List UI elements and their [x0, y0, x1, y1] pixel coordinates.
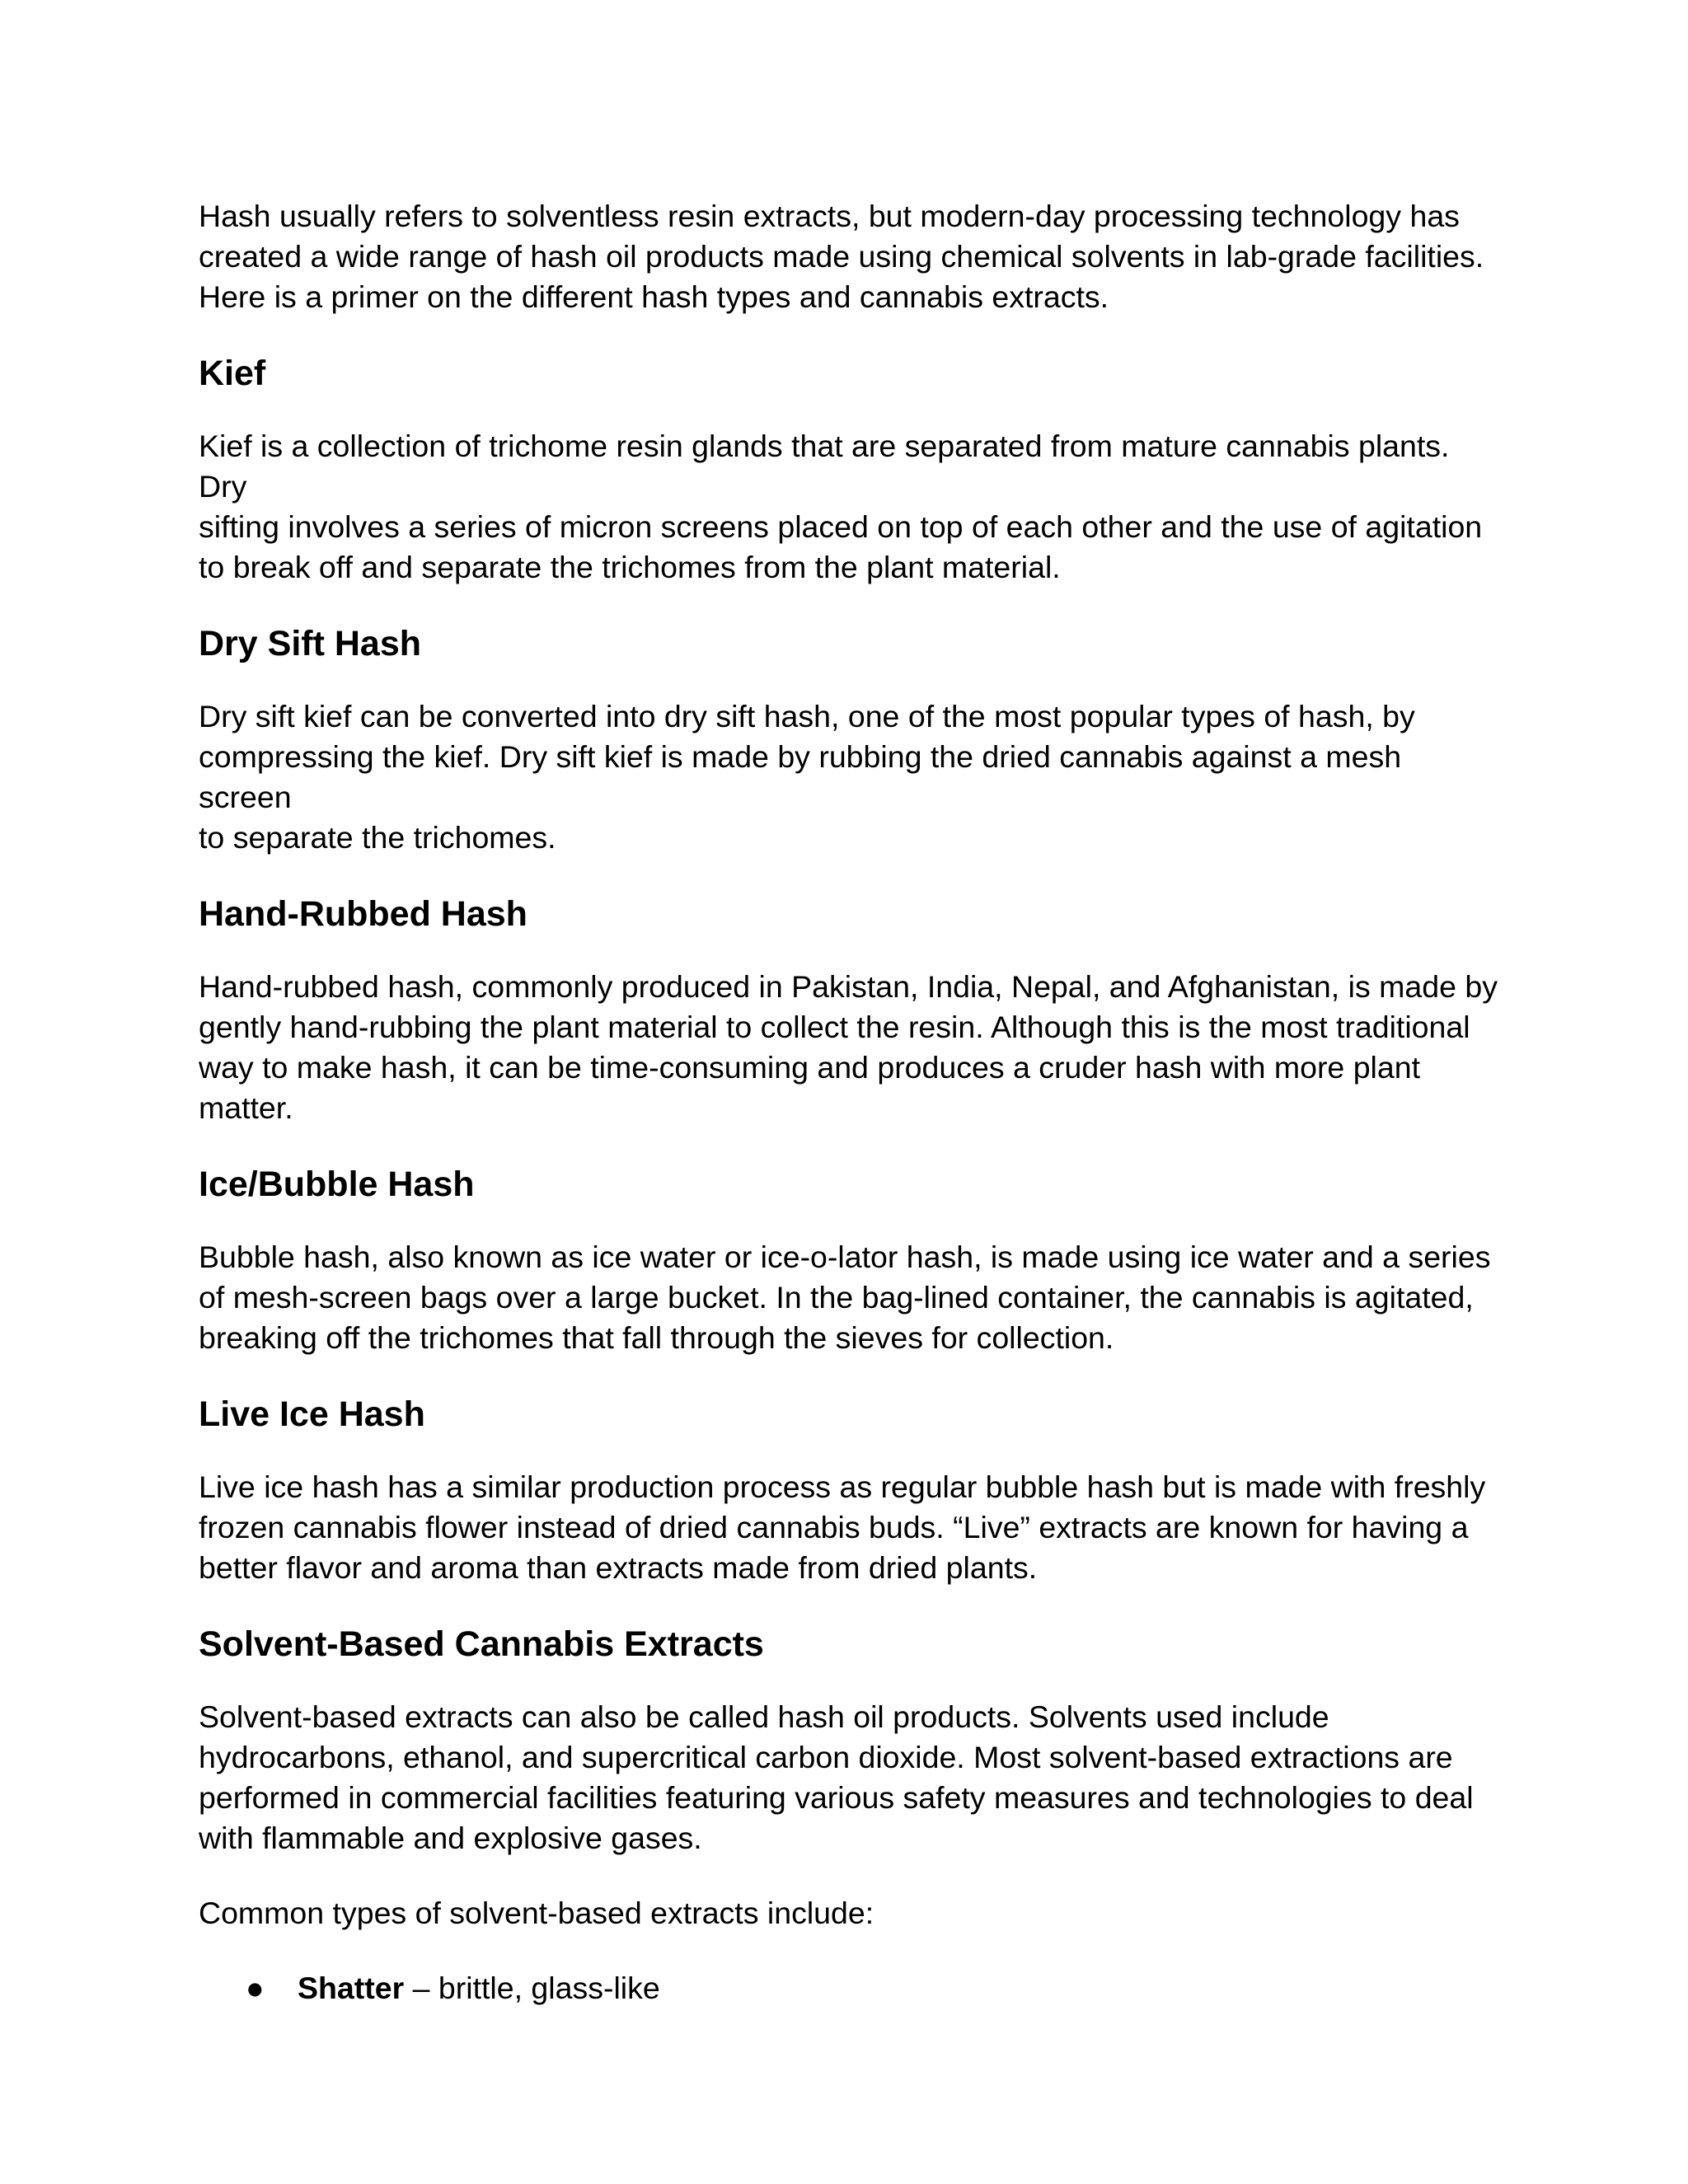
bullet-icon: ● — [246, 1971, 265, 2005]
section-line: Live ice hash has a similar production process as regular bubble hash but is made with freshly — [199, 1469, 1486, 1504]
section-ice-bubble-hash — [199, 1163, 1501, 1358]
section-line: of mesh-screen bags over a large bucket. In the bag-lined container, the cannabis is agitated, — [199, 1280, 1474, 1315]
section-line: matter. — [199, 1090, 293, 1125]
section-line: compressing the kief. Dry sift kief is made by rubbing the dried cannabis against a mesh screen — [199, 739, 1410, 814]
section-line: frozen cannabis flower instead of dried cannabis buds. “Live” extracts are known for having a — [199, 1510, 1469, 1544]
intro-line: created a wide range of hash oil products made using chemical solvents in lab-grade facilities. — [199, 239, 1484, 274]
section-line: to break off and separate the trichomes from the plant material. — [199, 550, 1061, 584]
section-line: Kief is a collection of trichome resin glands that are separated from mature cannabis plants. Dry — [199, 429, 1458, 504]
document-page — [199, 196, 1501, 2008]
section-heading: Solvent-Based Cannabis Extracts — [199, 1624, 764, 1664]
section-line: with flammable and explosive gases. — [199, 1821, 702, 1855]
section-line: to separate the trichomes. — [199, 820, 556, 855]
intro-line: Here is a primer on the different hash types and cannabis extracts. — [199, 279, 1109, 314]
section-line: breaking off the trichomes that fall through the sieves for collection. — [199, 1320, 1114, 1355]
section-live-ice-hash — [199, 1393, 1501, 1588]
section-line: performed in commercial facilities featuring various safety measures and technologies to deal — [199, 1780, 1474, 1815]
section-hand-rubbed-hash — [199, 893, 1501, 1128]
section-heading: Live Ice Hash — [199, 1394, 425, 1434]
section-line: sifting involves a series of micron screens placed on top of each other and the use of agitation — [199, 509, 1483, 544]
section-line: better flavor and aroma than extracts made from dried plants. — [199, 1550, 1038, 1585]
section-heading: Kief — [199, 354, 266, 393]
section-line: gently hand-rubbing the plant material to collect the resin. Although this is the most traditional — [199, 1010, 1470, 1044]
list-intro: Common types of solvent-based extracts include: — [199, 1896, 874, 1930]
section-line: Bubble hash, also known as ice water or ice-o-lator hash, is made using ice water and a series — [199, 1240, 1491, 1274]
list-item-term: Shatter — [298, 1971, 405, 2005]
section-dry-sift-hash — [199, 622, 1501, 858]
extract-types-list — [199, 1968, 1501, 2008]
list-item — [246, 1968, 1501, 2008]
section-line: way to make hash, it can be time-consuming and produces a cruder hash with more plant — [199, 1050, 1421, 1085]
section-line: hydrocarbons, ethanol, and supercritical carbon dioxide. Most solvent-based extractions are — [199, 1740, 1453, 1774]
section-solvent-based-extracts — [199, 1623, 1501, 1858]
intro-line: Hash usually refers to solventless resin extracts, but modern-day processing technology has — [199, 199, 1460, 233]
intro-paragraph — [199, 196, 1501, 317]
list-item-description: – brittle, glass-like — [404, 1971, 660, 2005]
section-line: Solvent-based extracts can also be called hash oil products. Solvents used include — [199, 1699, 1329, 1734]
section-heading: Ice/Bubble Hash — [199, 1165, 475, 1204]
section-kief — [199, 352, 1501, 588]
section-heading: Hand-Rubbed Hash — [199, 894, 528, 934]
section-line: Dry sift kief can be converted into dry sift hash, one of the most popular types of hash, by — [199, 699, 1415, 733]
section-heading: Dry Sift Hash — [199, 624, 422, 663]
section-line: Hand-rubbed hash, commonly produced in Pakistan, India, Nepal, and Afghanistan, is made by — [199, 969, 1498, 1004]
